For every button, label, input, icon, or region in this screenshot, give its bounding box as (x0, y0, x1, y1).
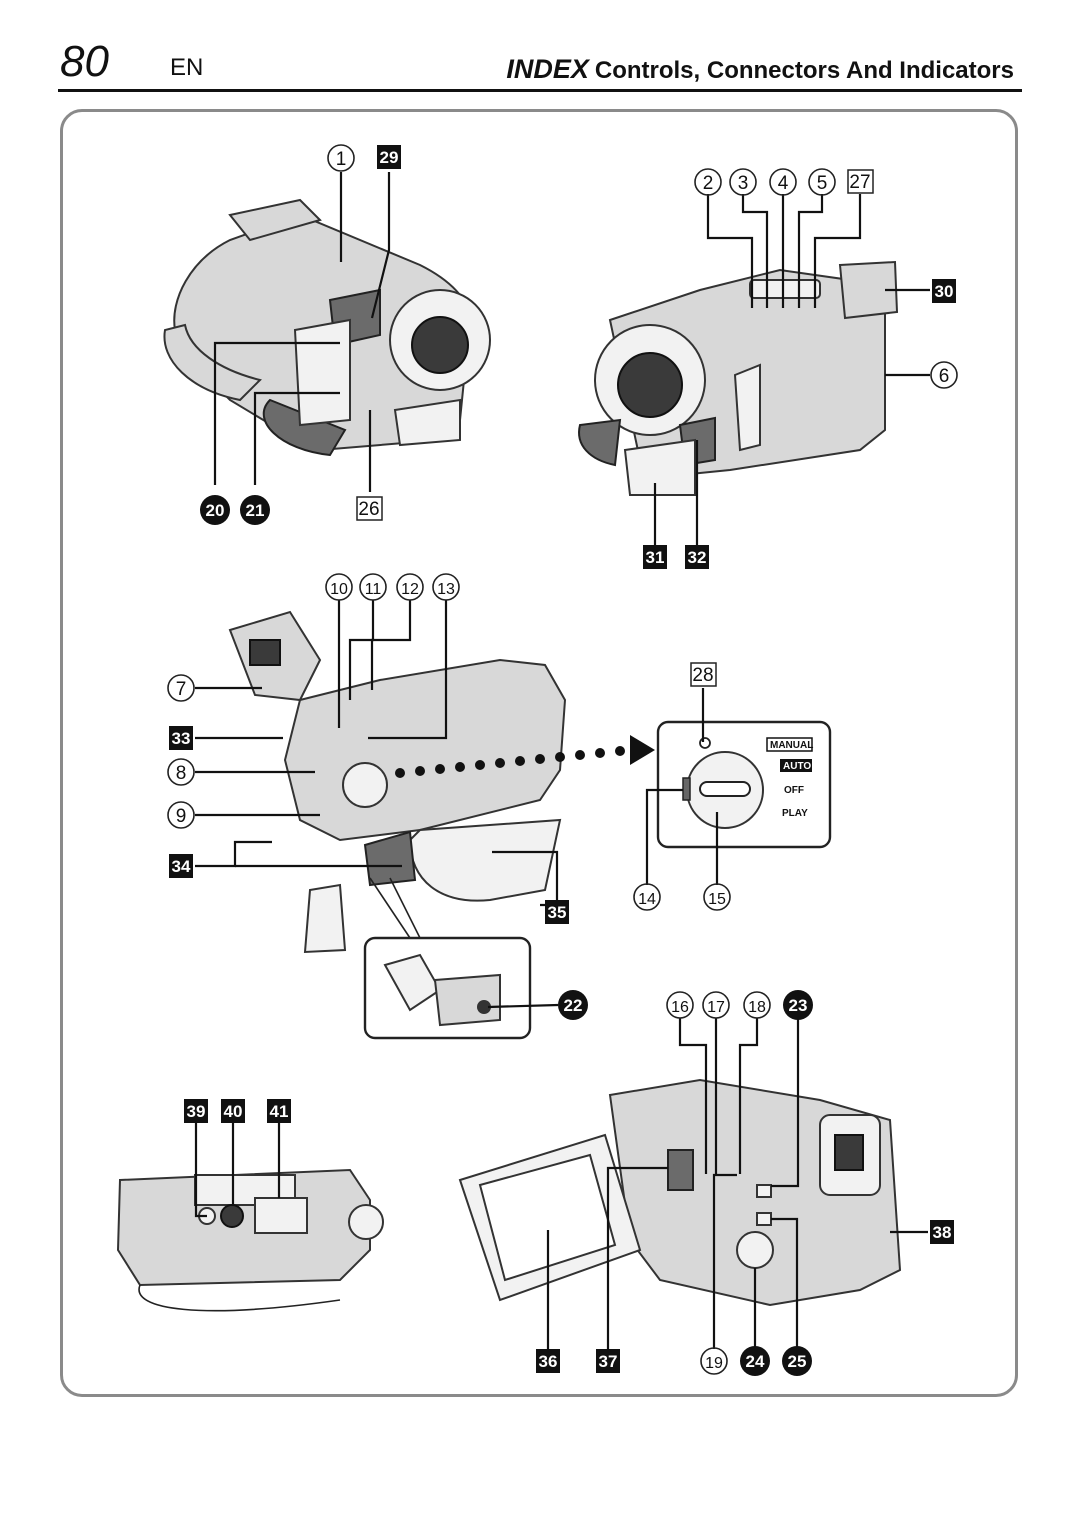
callout-36 (536, 1349, 560, 1373)
callout-22 (558, 990, 588, 1020)
svg-text:15: 15 (708, 891, 726, 908)
callout-29 (377, 145, 401, 169)
svg-text:8: 8 (175, 763, 187, 784)
svg-text:35: 35 (547, 903, 567, 922)
callout-7 (168, 675, 194, 701)
svg-text:36: 36 (538, 1352, 558, 1371)
callout-6 (931, 362, 957, 388)
svg-text:24: 24 (745, 1352, 765, 1371)
svg-text:2: 2 (702, 173, 714, 194)
svg-text:1: 1 (335, 149, 347, 170)
svg-text:38: 38 (932, 1223, 952, 1242)
callout-37 (596, 1349, 620, 1373)
switch-label-auto: AUTO (783, 761, 812, 772)
switch-label-play: PLAY (782, 808, 808, 819)
svg-text:18: 18 (748, 999, 766, 1016)
callout-34 (169, 854, 193, 878)
svg-text:28: 28 (692, 665, 714, 686)
switch-label-off: OFF (784, 785, 804, 796)
callout-1 (328, 145, 354, 171)
callout-17 (703, 992, 729, 1018)
camera-bottom-illustration (118, 1170, 383, 1311)
connector-detail (365, 878, 530, 1038)
svg-text:21: 21 (245, 501, 265, 520)
callout-33 (169, 726, 193, 750)
index-word: INDEX (506, 54, 589, 84)
callout-35 (545, 900, 569, 924)
svg-text:27: 27 (849, 172, 871, 193)
svg-text:13: 13 (437, 581, 455, 598)
callout-16 (667, 992, 693, 1018)
svg-text:19: 19 (705, 1355, 723, 1372)
callout-28 (691, 663, 716, 686)
svg-text:29: 29 (379, 148, 399, 167)
svg-text:33: 33 (171, 729, 191, 748)
callout-15 (704, 884, 730, 910)
callout-38 (930, 1220, 954, 1244)
svg-text:9: 9 (175, 806, 187, 827)
svg-text:37: 37 (598, 1352, 618, 1371)
svg-text:32: 32 (687, 548, 707, 567)
callout-4 (770, 169, 796, 195)
camera-front-right-illustration (579, 262, 897, 495)
svg-text:26: 26 (358, 499, 380, 520)
svg-text:5: 5 (816, 173, 828, 194)
callout-5 (809, 169, 835, 195)
camera-front-left-illustration (164, 200, 490, 455)
callout-10 (326, 574, 352, 600)
callout-40 (221, 1099, 245, 1123)
svg-text:22: 22 (563, 996, 583, 1015)
callout-32 (685, 545, 709, 569)
callout-8 (168, 759, 194, 785)
svg-text:20: 20 (205, 501, 225, 520)
title-text: Controls, Connectors And Indicators (594, 57, 1014, 84)
svg-text:23: 23 (788, 996, 808, 1015)
svg-text:40: 40 (223, 1102, 243, 1121)
svg-text:4: 4 (777, 173, 789, 194)
callout-13 (433, 574, 459, 600)
svg-text:7: 7 (175, 679, 187, 700)
callout-24 (740, 1346, 770, 1376)
svg-text:25: 25 (787, 1352, 807, 1371)
callout-25 (782, 1346, 812, 1376)
callout-2 (695, 169, 721, 195)
callout-27 (848, 170, 873, 193)
callout-20 (200, 495, 230, 525)
callout-23 (783, 990, 813, 1020)
callout-30 (932, 279, 956, 303)
callout-9 (168, 802, 194, 828)
svg-text:41: 41 (269, 1102, 289, 1121)
svg-text:14: 14 (638, 891, 656, 908)
svg-text:34: 34 (171, 857, 191, 876)
page-language: EN (170, 54, 204, 81)
svg-text:16: 16 (671, 999, 689, 1016)
power-switch-detail (658, 722, 830, 847)
callout-39 (184, 1099, 208, 1123)
callout-18 (744, 992, 770, 1018)
callout-31 (643, 545, 667, 569)
svg-text:17: 17 (707, 999, 725, 1016)
svg-text:6: 6 (938, 366, 950, 387)
svg-text:3: 3 (737, 173, 749, 194)
callout-19 (701, 1348, 727, 1374)
svg-text:30: 30 (934, 282, 954, 301)
camera-lcd-open-illustration (460, 1080, 900, 1305)
svg-text:31: 31 (645, 548, 665, 567)
svg-text:12: 12 (401, 581, 419, 598)
callout-14 (634, 884, 660, 910)
callout-3 (730, 169, 756, 195)
svg-text:11: 11 (364, 581, 382, 598)
page-number: 80 (60, 37, 109, 86)
svg-text:10: 10 (330, 581, 348, 598)
callout-12 (397, 574, 423, 600)
svg-text:39: 39 (186, 1102, 206, 1121)
callout-41 (267, 1099, 291, 1123)
callout-11 (360, 574, 386, 600)
switch-label-manual: MANUAL (770, 740, 814, 751)
camera-rear-left-illustration (230, 612, 565, 952)
callout-21 (240, 495, 270, 525)
callout-26 (357, 497, 382, 520)
